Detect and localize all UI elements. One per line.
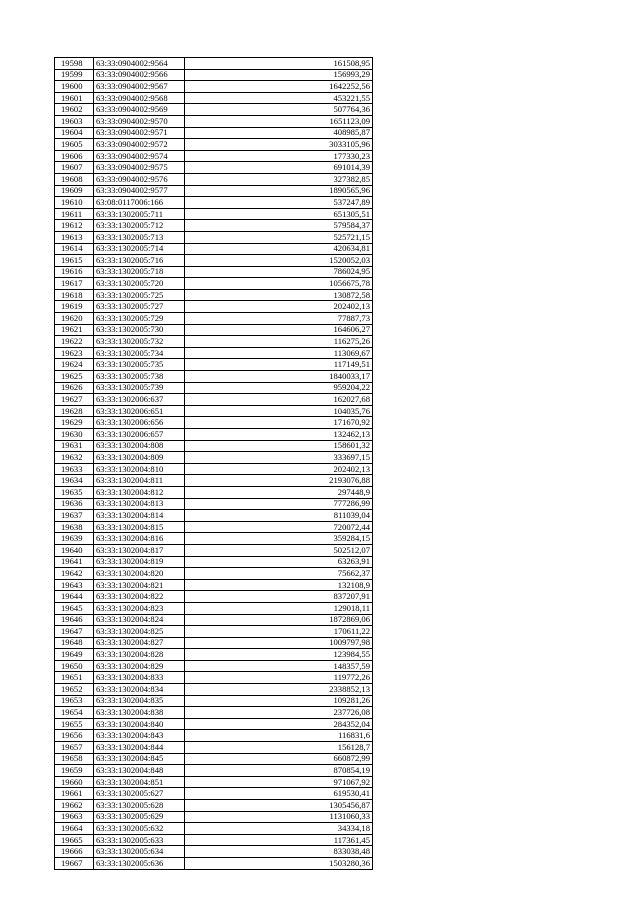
table-row <box>55 834 373 846</box>
cadastral-number-cell: 63:08:0117006:166 <box>94 197 185 209</box>
row-index-cell: 19658 <box>55 753 94 765</box>
cadastral-number-cell: 63:33:1302005:712 <box>94 220 185 232</box>
cadastral-number-cell: 63:33:0904002:9577 <box>94 185 185 197</box>
cadastral-number-cell: 63:33:1302005:627 <box>94 788 185 800</box>
table-row <box>55 857 373 869</box>
value-cell: 161508,95 <box>185 58 373 70</box>
row-index-cell: 19629 <box>55 417 94 429</box>
cadastral-number-cell: 63:33:1302004:828 <box>94 649 185 661</box>
table-row <box>55 139 373 151</box>
value-cell: 619530,41 <box>185 788 373 800</box>
cadastral-number-cell: 63:33:1302004:809 <box>94 452 185 464</box>
row-index-cell: 19639 <box>55 533 94 545</box>
value-cell: 117361,45 <box>185 834 373 846</box>
value-cell: 116275,26 <box>185 336 373 348</box>
table-row <box>55 301 373 313</box>
cadastral-number-cell: 63:33:0904002:9568 <box>94 92 185 104</box>
cadastral-number-cell: 63:33:1302004:848 <box>94 765 185 777</box>
table-row <box>55 173 373 185</box>
table-body <box>55 58 373 870</box>
row-index-cell: 19604 <box>55 127 94 139</box>
table-row <box>55 231 373 243</box>
table-row <box>55 324 373 336</box>
cadastral-number-cell: 63:33:1302004:811 <box>94 475 185 487</box>
row-index-cell: 19602 <box>55 104 94 116</box>
value-cell: 109281,26 <box>185 695 373 707</box>
value-cell: 870854,19 <box>185 765 373 777</box>
table-row <box>55 278 373 290</box>
table-row <box>55 452 373 464</box>
row-index-cell: 19640 <box>55 544 94 556</box>
cadastral-number-cell: 63:33:1302004:844 <box>94 742 185 754</box>
value-cell: 502512,07 <box>185 544 373 556</box>
row-index-cell: 19626 <box>55 382 94 394</box>
row-index-cell: 19633 <box>55 463 94 475</box>
table-row <box>55 776 373 788</box>
table-row <box>55 533 373 545</box>
cadastral-number-cell: 63:33:1302004:814 <box>94 510 185 522</box>
table-row <box>55 347 373 359</box>
cadastral-number-cell: 63:33:1302004:843 <box>94 730 185 742</box>
table-row <box>55 429 373 441</box>
row-index-cell: 19657 <box>55 742 94 754</box>
row-index-cell: 19646 <box>55 614 94 626</box>
cadastral-number-cell: 63:33:1302004:834 <box>94 684 185 696</box>
value-cell: 1520052,03 <box>185 255 373 267</box>
cadastral-number-cell: 63:33:1302004:812 <box>94 486 185 498</box>
row-index-cell: 19625 <box>55 371 94 383</box>
row-index-cell: 19622 <box>55 336 94 348</box>
value-cell: 359284,15 <box>185 533 373 545</box>
row-index-cell: 19627 <box>55 394 94 406</box>
table-row <box>55 266 373 278</box>
cadastral-number-cell: 63:33:1302005:629 <box>94 811 185 823</box>
value-cell: 116831,6 <box>185 730 373 742</box>
cadastral-number-cell: 63:33:1302004:815 <box>94 521 185 533</box>
cadastral-number-cell: 63:33:1302006:656 <box>94 417 185 429</box>
table-row <box>55 846 373 858</box>
row-index-cell: 19610 <box>55 197 94 209</box>
row-index-cell: 19623 <box>55 347 94 359</box>
cadastral-number-cell: 63:33:0904002:9564 <box>94 58 185 70</box>
value-cell: 156993,29 <box>185 69 373 81</box>
value-cell: 77887,73 <box>185 313 373 325</box>
row-index-cell: 19615 <box>55 255 94 267</box>
value-cell: 3033105,96 <box>185 139 373 151</box>
value-cell: 132108,9 <box>185 579 373 591</box>
cadastral-number-cell: 63:33:1302005:727 <box>94 301 185 313</box>
row-index-cell: 19638 <box>55 521 94 533</box>
cadastral-number-cell: 63:33:1302004:838 <box>94 707 185 719</box>
value-cell: 420634,81 <box>185 243 373 255</box>
table-row <box>55 684 373 696</box>
cadastral-number-cell: 63:33:1302005:636 <box>94 857 185 869</box>
row-index-cell: 19607 <box>55 162 94 174</box>
cadastral-number-cell: 63:33:1302004:820 <box>94 568 185 580</box>
table-row <box>55 104 373 116</box>
row-index-cell: 19618 <box>55 289 94 301</box>
cadastral-number-cell: 63:33:1302005:633 <box>94 834 185 846</box>
cadastral-number-cell: 63:33:0904002:9575 <box>94 162 185 174</box>
row-index-cell: 19652 <box>55 684 94 696</box>
value-cell: 284352,04 <box>185 718 373 730</box>
row-index-cell: 19620 <box>55 313 94 325</box>
row-index-cell: 19621 <box>55 324 94 336</box>
row-index-cell: 19613 <box>55 231 94 243</box>
row-index-cell: 19628 <box>55 405 94 417</box>
row-index-cell: 19605 <box>55 139 94 151</box>
table-row <box>55 742 373 754</box>
table-row <box>55 220 373 232</box>
cadastral-number-cell: 63:33:1302004:829 <box>94 660 185 672</box>
table-row <box>55 753 373 765</box>
value-cell: 525721,15 <box>185 231 373 243</box>
value-cell: 811039,04 <box>185 510 373 522</box>
table-row <box>55 336 373 348</box>
value-cell: 971067,92 <box>185 776 373 788</box>
value-cell: 1131060,33 <box>185 811 373 823</box>
cadastral-number-cell: 63:33:1302005:713 <box>94 231 185 243</box>
cadastral-number-cell: 63:33:1302005:730 <box>94 324 185 336</box>
row-index-cell: 19609 <box>55 185 94 197</box>
row-index-cell: 19608 <box>55 173 94 185</box>
value-cell: 1890565,96 <box>185 185 373 197</box>
table-row <box>55 405 373 417</box>
table-row <box>55 150 373 162</box>
value-cell: 202402,13 <box>185 301 373 313</box>
cadastral-number-cell: 63:33:0904002:9569 <box>94 104 185 116</box>
value-cell: 1840033,17 <box>185 371 373 383</box>
cadastral-number-cell: 63:33:1302004:808 <box>94 440 185 452</box>
row-index-cell: 19653 <box>55 695 94 707</box>
cadastral-number-cell: 63:33:1302004:833 <box>94 672 185 684</box>
cadastral-number-cell: 63:33:1302006:657 <box>94 429 185 441</box>
cadastral-number-cell: 63:33:1302004:840 <box>94 718 185 730</box>
value-cell: 156128,7 <box>185 742 373 754</box>
table-row <box>55 591 373 603</box>
row-index-cell: 19665 <box>55 834 94 846</box>
value-cell: 2338852,13 <box>185 684 373 696</box>
cadastral-number-cell: 63:33:0904002:9567 <box>94 81 185 93</box>
cadastral-number-cell: 63:33:1302005:734 <box>94 347 185 359</box>
table-row <box>55 707 373 719</box>
table-row <box>55 637 373 649</box>
cadastral-number-cell: 63:33:1302005:725 <box>94 289 185 301</box>
value-cell: 408985,87 <box>185 127 373 139</box>
row-index-cell: 19632 <box>55 452 94 464</box>
table-row <box>55 92 373 104</box>
cadastral-number-cell: 63:33:0904002:9574 <box>94 150 185 162</box>
table-row <box>55 371 373 383</box>
row-index-cell: 19659 <box>55 765 94 777</box>
table-row <box>55 162 373 174</box>
value-cell: 297448,9 <box>185 486 373 498</box>
value-cell: 579584,37 <box>185 220 373 232</box>
cadastral-number-cell: 63:33:1302005:735 <box>94 359 185 371</box>
value-cell: 651305,51 <box>185 208 373 220</box>
table-row <box>55 440 373 452</box>
cadastral-number-cell: 63:33:1302004:827 <box>94 637 185 649</box>
table-row <box>55 672 373 684</box>
value-cell: 1056675,78 <box>185 278 373 290</box>
table-row <box>55 823 373 835</box>
row-index-cell: 19619 <box>55 301 94 313</box>
cadastral-value-table <box>54 57 373 870</box>
cadastral-number-cell: 63:33:1302005:716 <box>94 255 185 267</box>
row-index-cell: 19598 <box>55 58 94 70</box>
table-row <box>55 197 373 209</box>
cadastral-number-cell: 63:33:1302005:738 <box>94 371 185 383</box>
row-index-cell: 19643 <box>55 579 94 591</box>
cadastral-number-cell: 63:33:1302005:632 <box>94 823 185 835</box>
value-cell: 75662,37 <box>185 568 373 580</box>
row-index-cell: 19612 <box>55 220 94 232</box>
table-row <box>55 521 373 533</box>
cadastral-number-cell: 63:33:1302004:824 <box>94 614 185 626</box>
value-cell: 2193076,88 <box>185 475 373 487</box>
table-row <box>55 811 373 823</box>
cadastral-number-cell: 63:33:1302004:851 <box>94 776 185 788</box>
value-cell: 1642252,56 <box>185 81 373 93</box>
value-cell: 720072,44 <box>185 521 373 533</box>
row-index-cell: 19617 <box>55 278 94 290</box>
cadastral-number-cell: 63:33:1302004:821 <box>94 579 185 591</box>
value-cell: 777286,99 <box>185 498 373 510</box>
cadastral-number-cell: 63:33:1302005:720 <box>94 278 185 290</box>
cadastral-number-cell: 63:33:1302005:729 <box>94 313 185 325</box>
value-cell: 1872869,06 <box>185 614 373 626</box>
value-cell: 170611,22 <box>185 626 373 638</box>
value-cell: 537247,89 <box>185 197 373 209</box>
value-cell: 333697,15 <box>185 452 373 464</box>
cadastral-number-cell: 63:33:1302004:823 <box>94 602 185 614</box>
value-cell: 171670,92 <box>185 417 373 429</box>
value-cell: 104035,76 <box>185 405 373 417</box>
value-cell: 1305456,87 <box>185 800 373 812</box>
value-cell: 453221,55 <box>185 92 373 104</box>
value-cell: 123984,55 <box>185 649 373 661</box>
value-cell: 833038,48 <box>185 846 373 858</box>
table-row <box>55 579 373 591</box>
row-index-cell: 19601 <box>55 92 94 104</box>
value-cell: 660872,99 <box>185 753 373 765</box>
table-row <box>55 58 373 70</box>
row-index-cell: 19644 <box>55 591 94 603</box>
value-cell: 158601,32 <box>185 440 373 452</box>
value-cell: 691014,39 <box>185 162 373 174</box>
row-index-cell: 19664 <box>55 823 94 835</box>
cadastral-number-cell: 63:33:1302005:634 <box>94 846 185 858</box>
cadastral-number-cell: 63:33:0904002:9576 <box>94 173 185 185</box>
table-row <box>55 359 373 371</box>
cadastral-number-cell: 63:33:1302005:718 <box>94 266 185 278</box>
row-index-cell: 19631 <box>55 440 94 452</box>
row-index-cell: 19666 <box>55 846 94 858</box>
row-index-cell: 19645 <box>55 602 94 614</box>
table-row <box>55 115 373 127</box>
table-row <box>55 649 373 661</box>
table-row <box>55 81 373 93</box>
table-row <box>55 243 373 255</box>
table-row <box>55 417 373 429</box>
row-index-cell: 19634 <box>55 475 94 487</box>
row-index-cell: 19648 <box>55 637 94 649</box>
value-cell: 202402,13 <box>185 463 373 475</box>
value-cell: 837207,91 <box>185 591 373 603</box>
row-index-cell: 19650 <box>55 660 94 672</box>
value-cell: 959204,22 <box>185 382 373 394</box>
cadastral-number-cell: 63:33:1302004:822 <box>94 591 185 603</box>
cadastral-number-cell: 63:33:1302005:711 <box>94 208 185 220</box>
value-cell: 117149,51 <box>185 359 373 371</box>
row-index-cell: 19654 <box>55 707 94 719</box>
table-row <box>55 695 373 707</box>
table-row <box>55 69 373 81</box>
cadastral-number-cell: 63:33:1302004:825 <box>94 626 185 638</box>
value-cell: 237726,08 <box>185 707 373 719</box>
cadastral-number-cell: 63:33:1302006:651 <box>94 405 185 417</box>
value-cell: 327382,85 <box>185 173 373 185</box>
value-cell: 113069,67 <box>185 347 373 359</box>
row-index-cell: 19635 <box>55 486 94 498</box>
cadastral-number-cell: 63:33:1302004:819 <box>94 556 185 568</box>
row-index-cell: 19624 <box>55 359 94 371</box>
cadastral-number-cell: 63:33:0904002:9570 <box>94 115 185 127</box>
table-row <box>55 602 373 614</box>
table-row <box>55 289 373 301</box>
table-row <box>55 463 373 475</box>
row-index-cell: 19660 <box>55 776 94 788</box>
value-cell: 1651123,09 <box>185 115 373 127</box>
row-index-cell: 19661 <box>55 788 94 800</box>
cadastral-number-cell: 63:33:1302005:714 <box>94 243 185 255</box>
cadastral-number-cell: 63:33:0904002:9572 <box>94 139 185 151</box>
table-row <box>55 800 373 812</box>
value-cell: 132462,13 <box>185 429 373 441</box>
row-index-cell: 19600 <box>55 81 94 93</box>
cadastral-number-cell: 63:33:0904002:9571 <box>94 127 185 139</box>
cadastral-number-cell: 63:33:1302004:817 <box>94 544 185 556</box>
cadastral-number-cell: 63:33:1302004:810 <box>94 463 185 475</box>
table-row <box>55 788 373 800</box>
table-row <box>55 127 373 139</box>
value-cell: 507764,36 <box>185 104 373 116</box>
row-index-cell: 19614 <box>55 243 94 255</box>
row-index-cell: 19649 <box>55 649 94 661</box>
cadastral-number-cell: 63:33:1302005:628 <box>94 800 185 812</box>
table-row <box>55 568 373 580</box>
value-cell: 162027,68 <box>185 394 373 406</box>
table-row <box>55 556 373 568</box>
table-row <box>55 313 373 325</box>
table-row <box>55 765 373 777</box>
value-cell: 63263,91 <box>185 556 373 568</box>
table-row <box>55 486 373 498</box>
row-index-cell: 19647 <box>55 626 94 638</box>
cadastral-number-cell: 63:33:1302004:835 <box>94 695 185 707</box>
row-index-cell: 19599 <box>55 69 94 81</box>
table-row <box>55 382 373 394</box>
row-index-cell: 19667 <box>55 857 94 869</box>
value-cell: 177330,23 <box>185 150 373 162</box>
row-index-cell: 19636 <box>55 498 94 510</box>
table-row <box>55 208 373 220</box>
row-index-cell: 19603 <box>55 115 94 127</box>
row-index-cell: 19630 <box>55 429 94 441</box>
row-index-cell: 19662 <box>55 800 94 812</box>
table-row <box>55 626 373 638</box>
value-cell: 119772,26 <box>185 672 373 684</box>
value-cell: 164606,27 <box>185 324 373 336</box>
cadastral-number-cell: 63:33:1302006:637 <box>94 394 185 406</box>
table-row <box>55 394 373 406</box>
table-row <box>55 498 373 510</box>
row-index-cell: 19651 <box>55 672 94 684</box>
row-index-cell: 19637 <box>55 510 94 522</box>
table-row <box>55 544 373 556</box>
table-row <box>55 718 373 730</box>
row-index-cell: 19655 <box>55 718 94 730</box>
value-cell: 34334,18 <box>185 823 373 835</box>
row-index-cell: 19642 <box>55 568 94 580</box>
cadastral-number-cell: 63:33:1302004:813 <box>94 498 185 510</box>
table-row <box>55 475 373 487</box>
row-index-cell: 19641 <box>55 556 94 568</box>
value-cell: 1503280,36 <box>185 857 373 869</box>
table-row <box>55 255 373 267</box>
table-row <box>55 730 373 742</box>
value-cell: 148357,59 <box>185 660 373 672</box>
table-row <box>55 660 373 672</box>
cadastral-number-cell: 63:33:1302005:739 <box>94 382 185 394</box>
value-cell: 1009797,98 <box>185 637 373 649</box>
row-index-cell: 19656 <box>55 730 94 742</box>
value-cell: 786024,95 <box>185 266 373 278</box>
value-cell: 130872,58 <box>185 289 373 301</box>
row-index-cell: 19611 <box>55 208 94 220</box>
row-index-cell: 19616 <box>55 266 94 278</box>
row-index-cell: 19606 <box>55 150 94 162</box>
cadastral-number-cell: 63:33:1302005:732 <box>94 336 185 348</box>
cadastral-number-cell: 63:33:1302004:845 <box>94 753 185 765</box>
row-index-cell: 19663 <box>55 811 94 823</box>
table-row <box>55 510 373 522</box>
value-cell: 129018,11 <box>185 602 373 614</box>
table-row <box>55 614 373 626</box>
cadastral-number-cell: 63:33:0904002:9566 <box>94 69 185 81</box>
table-row <box>55 185 373 197</box>
cadastral-number-cell: 63:33:1302004:816 <box>94 533 185 545</box>
